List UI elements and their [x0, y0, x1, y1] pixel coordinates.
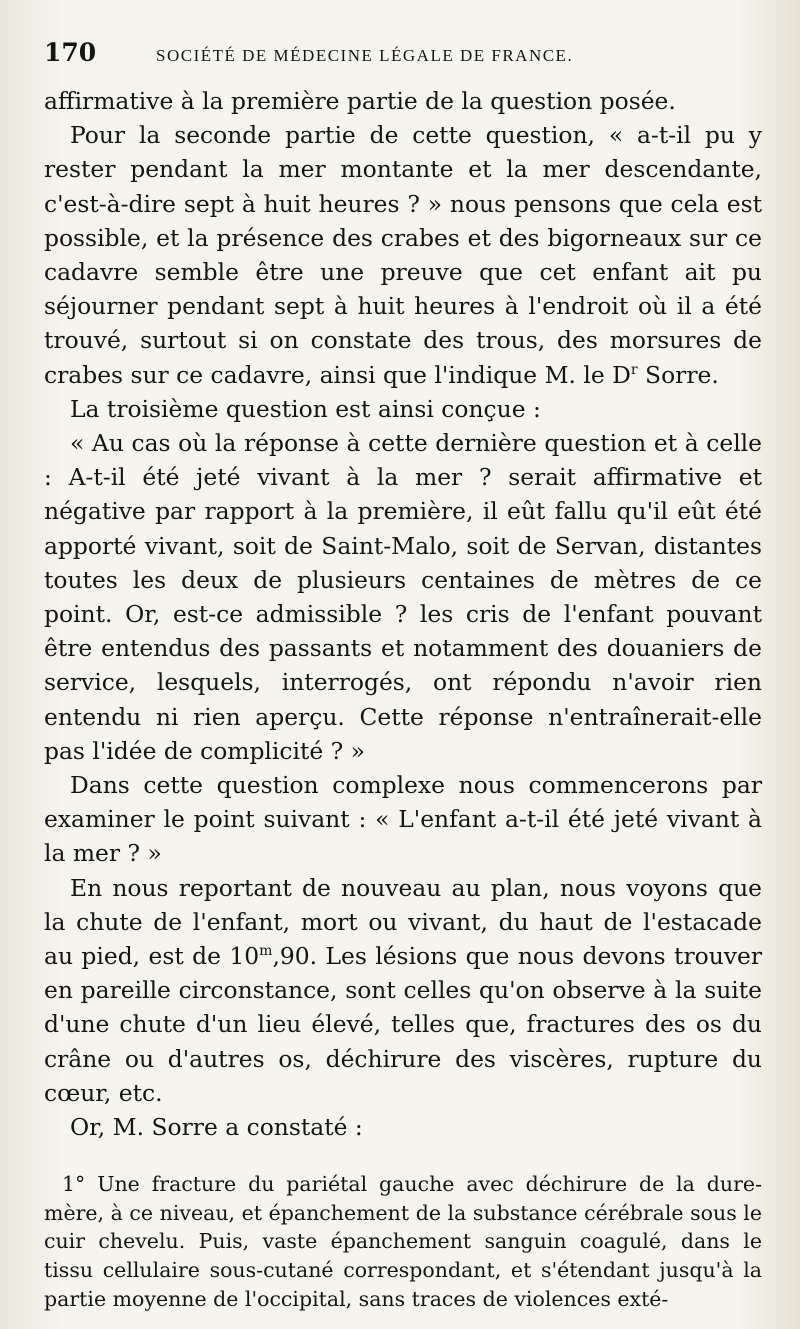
findings-list [44, 1170, 762, 1313]
page-number: 170 [44, 38, 97, 67]
meter-superscript: m [259, 943, 273, 960]
paragraph-third-question: La troisième question est ainsi conçue : [70, 394, 541, 423]
paragraph-quotation: « Au cas où la réponse à cette dernière question et à celle : A-t-il été jeté vivant à la mer ? serait affirmative et négative par rapport à la première, il eût fallu qu'il eût été apporté vivant, soit de Saint-Malo, soit de Servan, distantes toutes les deux de plusieurs centaines de mètres de ce point. Or, est-ce admissible ? les cris de l'enfant pouvant être entendus des passants et notamment des douaniers de service, lesquels, interrogés, ont répondu n'avoir rien entendu ni rien aperçu. Cette réponse n'entraînerait-elle pas l'idée de complicité ? » [44, 429, 762, 765]
paragraph-continuation: affirmative à la première partie de la question posée. [44, 87, 676, 115]
paragraph-complex-question: Dans cette question complexe nous commencerons par examiner le point suivant : « L'enfant a-t-il été jeté vivant à la mer ? » [44, 771, 762, 868]
paragraph-second-part [44, 118, 762, 392]
running-title: SOCIÉTÉ DE MÉDECINE LÉGALE DE FRANCE. [156, 46, 574, 65]
doctor-name: Sorre. [637, 360, 719, 389]
paragraph-plan [44, 871, 762, 1110]
finding-text: Une fracture du pariétal gauche avec déchirure de la dure-mère, à ce niveau, et épanchement de la substance cérébrale sous le cuir chevelu. Puis, vaste épanchement sanguin coagulé, dans le tissu cellulaire sous-cutané correspondant, et s'étendant jusqu'à la partie moyenne de l'occipital, sans traces de violences exté- [44, 1172, 762, 1311]
running-head [44, 38, 762, 78]
doctor-superscript: r [630, 361, 638, 378]
body-text [44, 84, 762, 1144]
paragraph-sorre-observed: Or, M. Sorre a constaté : [70, 1113, 363, 1142]
paragraph-second-part-text: Pour la seconde partie de cette question, « a-t-il pu y rester pendant la mer montante et la mer descendante, c'est-à-dire sept à huit heures ? » nous pensons que cela est possible, et la présence des crabes et des bigorneaux sur ce cadavre semble être une preuve que cet enfant ait pu séjourner pendant sept à huit heures à l'endroit où il a été trouvé, surtout si on constate des trous, des morsures de crabes sur ce cadavre, ainsi que l'indique M. le D [44, 121, 762, 389]
paragraph-plan-text: En nous reportant de nouveau au plan, nous voyons que la chute de l'enfant, mort ou vivant, du haut de l'estacade au pied, est de 10 [44, 873, 762, 971]
finding-item [44, 1170, 762, 1313]
paragraph-plan-rest: ,90. Les lésions que nous devons trouver en pareille circonstance, sont celles qu'on observe à la suite d'une chute d'un lieu élevé, telles que, fractures des os du crâne ou d'autres os, déchirure des viscères, rupture du cœur, etc. [44, 942, 763, 1107]
finding-marker: 1° [62, 1172, 86, 1197]
